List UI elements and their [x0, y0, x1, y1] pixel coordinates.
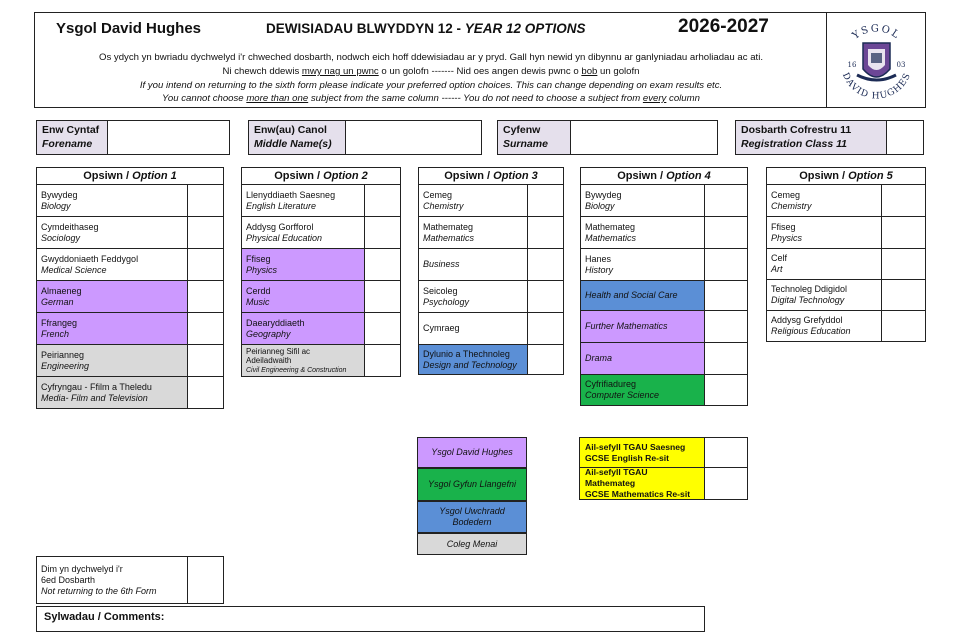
subject-name-cy: Llenyddiaeth Saesneg: [246, 189, 336, 200]
option-3-header: Opsiwn / Option 3: [418, 167, 564, 185]
comments-label: Sylwadau / Comments:: [44, 611, 165, 623]
logo-top-text: YSGOL: [850, 23, 903, 42]
option-1-checkbox[interactable]: [188, 377, 224, 409]
option-1-checkbox[interactable]: [188, 249, 224, 281]
option-2-subject: [241, 249, 365, 281]
subject-name-en: Civil Engineering & Construction: [246, 366, 347, 374]
option-4-checkbox[interactable]: [705, 343, 748, 375]
subject-name-en: Physics: [246, 264, 278, 275]
option-5-subject: [766, 249, 882, 280]
option-2-header: Opsiwn / Option 2: [241, 167, 401, 185]
option-4-subject: [580, 375, 705, 406]
subject-name-en: English Literature: [246, 200, 317, 211]
intro-line-4: You cannot choose more than one subject from the same column ------ You do not need to choose a subject from every column: [162, 93, 700, 104]
option-3-checkbox[interactable]: [528, 217, 564, 249]
subject-name-en: Media- Film and Television: [41, 392, 148, 403]
middle-name-field[interactable]: [346, 120, 482, 155]
subject-name-en: Computer Science: [585, 390, 660, 400]
option-2-checkbox[interactable]: [365, 313, 401, 345]
option-2-subject: [241, 313, 365, 345]
option-5-checkbox[interactable]: [882, 280, 926, 311]
option-4-checkbox[interactable]: [705, 311, 748, 343]
subject-name-en: Health and Social Care: [585, 290, 678, 300]
option-2-checkbox[interactable]: [365, 249, 401, 281]
subject-name-cy: Daearyddiaeth: [246, 317, 305, 328]
option-3-subject: [418, 281, 528, 313]
option-2-subject: [241, 217, 365, 249]
subject-name-en: Chemistry: [423, 200, 464, 211]
subject-name-cy: Ffiseg: [246, 253, 271, 264]
academic-year: 2026-2027: [678, 16, 769, 37]
subject-name-cy: Cyfrifiadureg: [585, 379, 637, 389]
subject-name-cy: Ffrangeg: [41, 317, 78, 328]
option-1-checkbox[interactable]: [188, 281, 224, 313]
subject-name-en: History: [585, 264, 614, 275]
option-3-checkbox[interactable]: [528, 185, 564, 217]
option-3-subject: [418, 313, 528, 345]
subject-name-en: Music: [246, 296, 270, 307]
school-logo: [826, 13, 925, 107]
subject-name-en: Mathematics: [423, 232, 475, 243]
school-legend-david-hughes: Ysgol David Hughes: [417, 437, 527, 468]
school-legend-llangefni: Ysgol Gyfun Llangefni: [417, 468, 527, 501]
subject-name-cy: Dylunio a Thechnoleg: [423, 348, 510, 359]
subject-name-en: Further Mathematics: [585, 321, 668, 331]
option-3-subject: [418, 345, 528, 375]
school-crest-icon: [827, 13, 926, 107]
option-5-checkbox[interactable]: [882, 249, 926, 280]
school-legend-coleg-menai: Coleg Menai: [417, 533, 527, 555]
option-1-subject: [36, 345, 188, 377]
subject-name-cy: Bywydeg: [585, 189, 622, 200]
subject-name-cy: Addysg Gorfforol: [246, 221, 314, 232]
surname-label: Cyfenw Surname: [497, 120, 571, 155]
subject-name-cy: Mathemateg: [585, 221, 636, 232]
option-5-checkbox[interactable]: [882, 185, 926, 217]
option-1-checkbox[interactable]: [188, 217, 224, 249]
option-4-subject: [580, 311, 705, 343]
subject-name-cy: Cemeg: [423, 189, 453, 200]
option-1-checkbox[interactable]: [188, 185, 224, 217]
logo-bottom-text: DAVID HUGHES: [839, 71, 914, 102]
subject-name-en: Engineering: [41, 360, 90, 371]
intro-line-1: Os ydych yn bwriadu dychwelyd i'r chweched dosbarth, nodwch eich hoff ddewisiadau ar y pryd. Gall hyn newid yn dibynnu ar ganlyniadau arholiadau ac ati.: [98, 52, 763, 63]
option-2-checkbox[interactable]: [365, 217, 401, 249]
form-title: DEWISIADAU BLWYDDYN 12 - YEAR 12 OPTIONS: [266, 21, 586, 36]
forename-field[interactable]: [108, 120, 230, 155]
option-4-checkbox[interactable]: [705, 281, 748, 311]
option-4-checkbox[interactable]: [705, 375, 748, 406]
subject-name-en: Biology: [41, 200, 71, 211]
option-3-subject: [418, 185, 528, 217]
resit-maths-label: Ail-sefyll TGAU Mathemateg GCSE Mathematics Re-sit: [579, 468, 705, 500]
option-1-subject: [36, 377, 188, 409]
option-4-subject: [580, 249, 705, 281]
subject-name-en: German: [41, 296, 74, 307]
option-2-checkbox[interactable]: [365, 281, 401, 313]
subject-name-en: Business: [423, 259, 460, 269]
option-1-checkbox[interactable]: [188, 313, 224, 345]
subject-name-cy: Cemeg: [771, 189, 801, 200]
subject-name-cy: Gwyddoniaeth Feddygol: [41, 253, 139, 264]
registration-class-field[interactable]: [887, 120, 924, 155]
subject-name-en: Digital Technology: [771, 295, 845, 305]
option-4-checkbox[interactable]: [705, 249, 748, 281]
subject-name-cy: Almaeneg: [41, 285, 82, 296]
subject-name-cy: Celf: [771, 253, 788, 263]
subject-name-en: Design and Technology: [423, 359, 517, 370]
intro-line-3: If you intend on returning to the sixth form please indicate your preferred option choices. This can change depending on exam results etc.: [139, 80, 723, 91]
option-3-checkbox[interactable]: [528, 313, 564, 345]
subject-name-en: Biology: [585, 200, 615, 211]
subject-name-en: Physics: [771, 232, 803, 243]
resit-english-label: Ail-sefyll TGAU Saesneg GCSE English Re-sit: [579, 437, 705, 468]
option-1-checkbox[interactable]: [188, 345, 224, 377]
registration-class-label: Dosbarth Cofrestru 11 Registration Class 11: [735, 120, 887, 155]
subject-name-cy: Peirianneg: [41, 349, 85, 360]
subject-name-cy: Seicoleg: [423, 285, 458, 296]
subject-name-en: Psychology: [423, 296, 470, 307]
option-4-subject: [580, 343, 705, 375]
svg-text:YSGOL: [850, 23, 902, 42]
option-2-checkbox[interactable]: [365, 185, 401, 217]
subject-name-en: Geography: [246, 328, 291, 339]
option-1-subject: [36, 249, 188, 281]
school-legend-bodedern: Ysgol Uwchradd Bodedern: [417, 501, 527, 533]
option-2-subject: [241, 185, 365, 217]
option-2-subject: [241, 281, 365, 313]
comments-field[interactable]: [36, 606, 705, 632]
subject-name-en: Mathematics: [585, 232, 637, 243]
option-4-subject: [580, 281, 705, 311]
school-name: Ysgol David Hughes: [56, 20, 202, 37]
option-4-checkbox[interactable]: [705, 185, 748, 217]
subject-name-en: Art: [771, 264, 783, 274]
option-3-subject: [418, 217, 528, 249]
subject-name-cy: Cymraeg: [423, 323, 460, 333]
resit-english-checkbox[interactable]: [705, 437, 748, 468]
option-1-subject: [36, 185, 188, 217]
option-4-subject: [580, 217, 705, 249]
forename-label: Enw Cyntaf Forename: [36, 120, 108, 155]
subject-name-en: Drama: [585, 353, 613, 363]
option-4-checkbox[interactable]: [705, 217, 748, 249]
option-3-checkbox[interactable]: [528, 249, 564, 281]
subject-name-en: Religious Education: [771, 326, 851, 336]
subject-name-cy: Cerdd: [246, 285, 271, 296]
surname-field[interactable]: [571, 120, 718, 155]
subject-name-cy: Peirianneg Sifil ac Adeiladwaith: [246, 346, 311, 365]
option-5-subject: [766, 280, 882, 311]
not-returning-checkbox[interactable]: [188, 556, 224, 604]
option-5-subject: [766, 311, 882, 342]
option-3-checkbox[interactable]: [528, 281, 564, 313]
subject-name-cy: Ffiseg: [771, 221, 796, 232]
subject-name-en: Chemistry: [771, 200, 812, 211]
subject-name-cy: Cyfryngau - Ffilm a Theledu: [41, 381, 152, 392]
option-3-subject: [418, 249, 528, 281]
option-1-header: Opsiwn / Option 1: [36, 167, 224, 185]
option-5-subject: [766, 217, 882, 249]
option-1-subject: [36, 217, 188, 249]
intro-line-2: Ni chewch ddewis mwy nag un pwnc o un golofn ------- Nid oes angen dewis pwnc o bob un golofn: [222, 66, 640, 77]
option-5-subject: [766, 185, 882, 217]
option-4-subject: [580, 185, 705, 217]
option-5-checkbox[interactable]: [882, 311, 926, 342]
subject-name-cy: Bywydeg: [41, 189, 78, 200]
subject-name-cy: Mathemateg: [423, 221, 474, 232]
subject-name-cy: Hanes: [585, 253, 612, 264]
option-2-subject: [241, 345, 365, 377]
subject-name-cy: Addysg Grefyddol: [771, 315, 843, 325]
resit-maths-checkbox[interactable]: [705, 468, 748, 500]
subject-name-cy: Cymdeithaseg: [41, 221, 99, 232]
middle-name-label: Enw(au) Canol Middle Name(s): [248, 120, 346, 155]
subject-name-en: Sociology: [41, 232, 81, 243]
logo-right-number: 03: [896, 61, 906, 69]
subject-name-en: French: [41, 328, 70, 339]
option-1-subject: [36, 313, 188, 345]
logo-left-number: 16: [847, 61, 857, 69]
option-5-header: Opsiwn / Option 5: [766, 167, 926, 185]
option-5-checkbox[interactable]: [882, 217, 926, 249]
subject-name-cy: Technoleg Ddigidol: [771, 284, 848, 294]
option-2-checkbox[interactable]: [365, 345, 401, 377]
option-4-header: Opsiwn / Option 4: [580, 167, 748, 185]
subject-name-en: Physical Education: [246, 232, 323, 243]
option-3-checkbox[interactable]: [528, 345, 564, 375]
subject-name-en: Medical Science: [41, 264, 107, 275]
not-returning-label: Dim yn dychwelyd i'r 6ed Dosbarth Not returning to the 6th Form: [36, 556, 188, 604]
option-1-subject: [36, 281, 188, 313]
